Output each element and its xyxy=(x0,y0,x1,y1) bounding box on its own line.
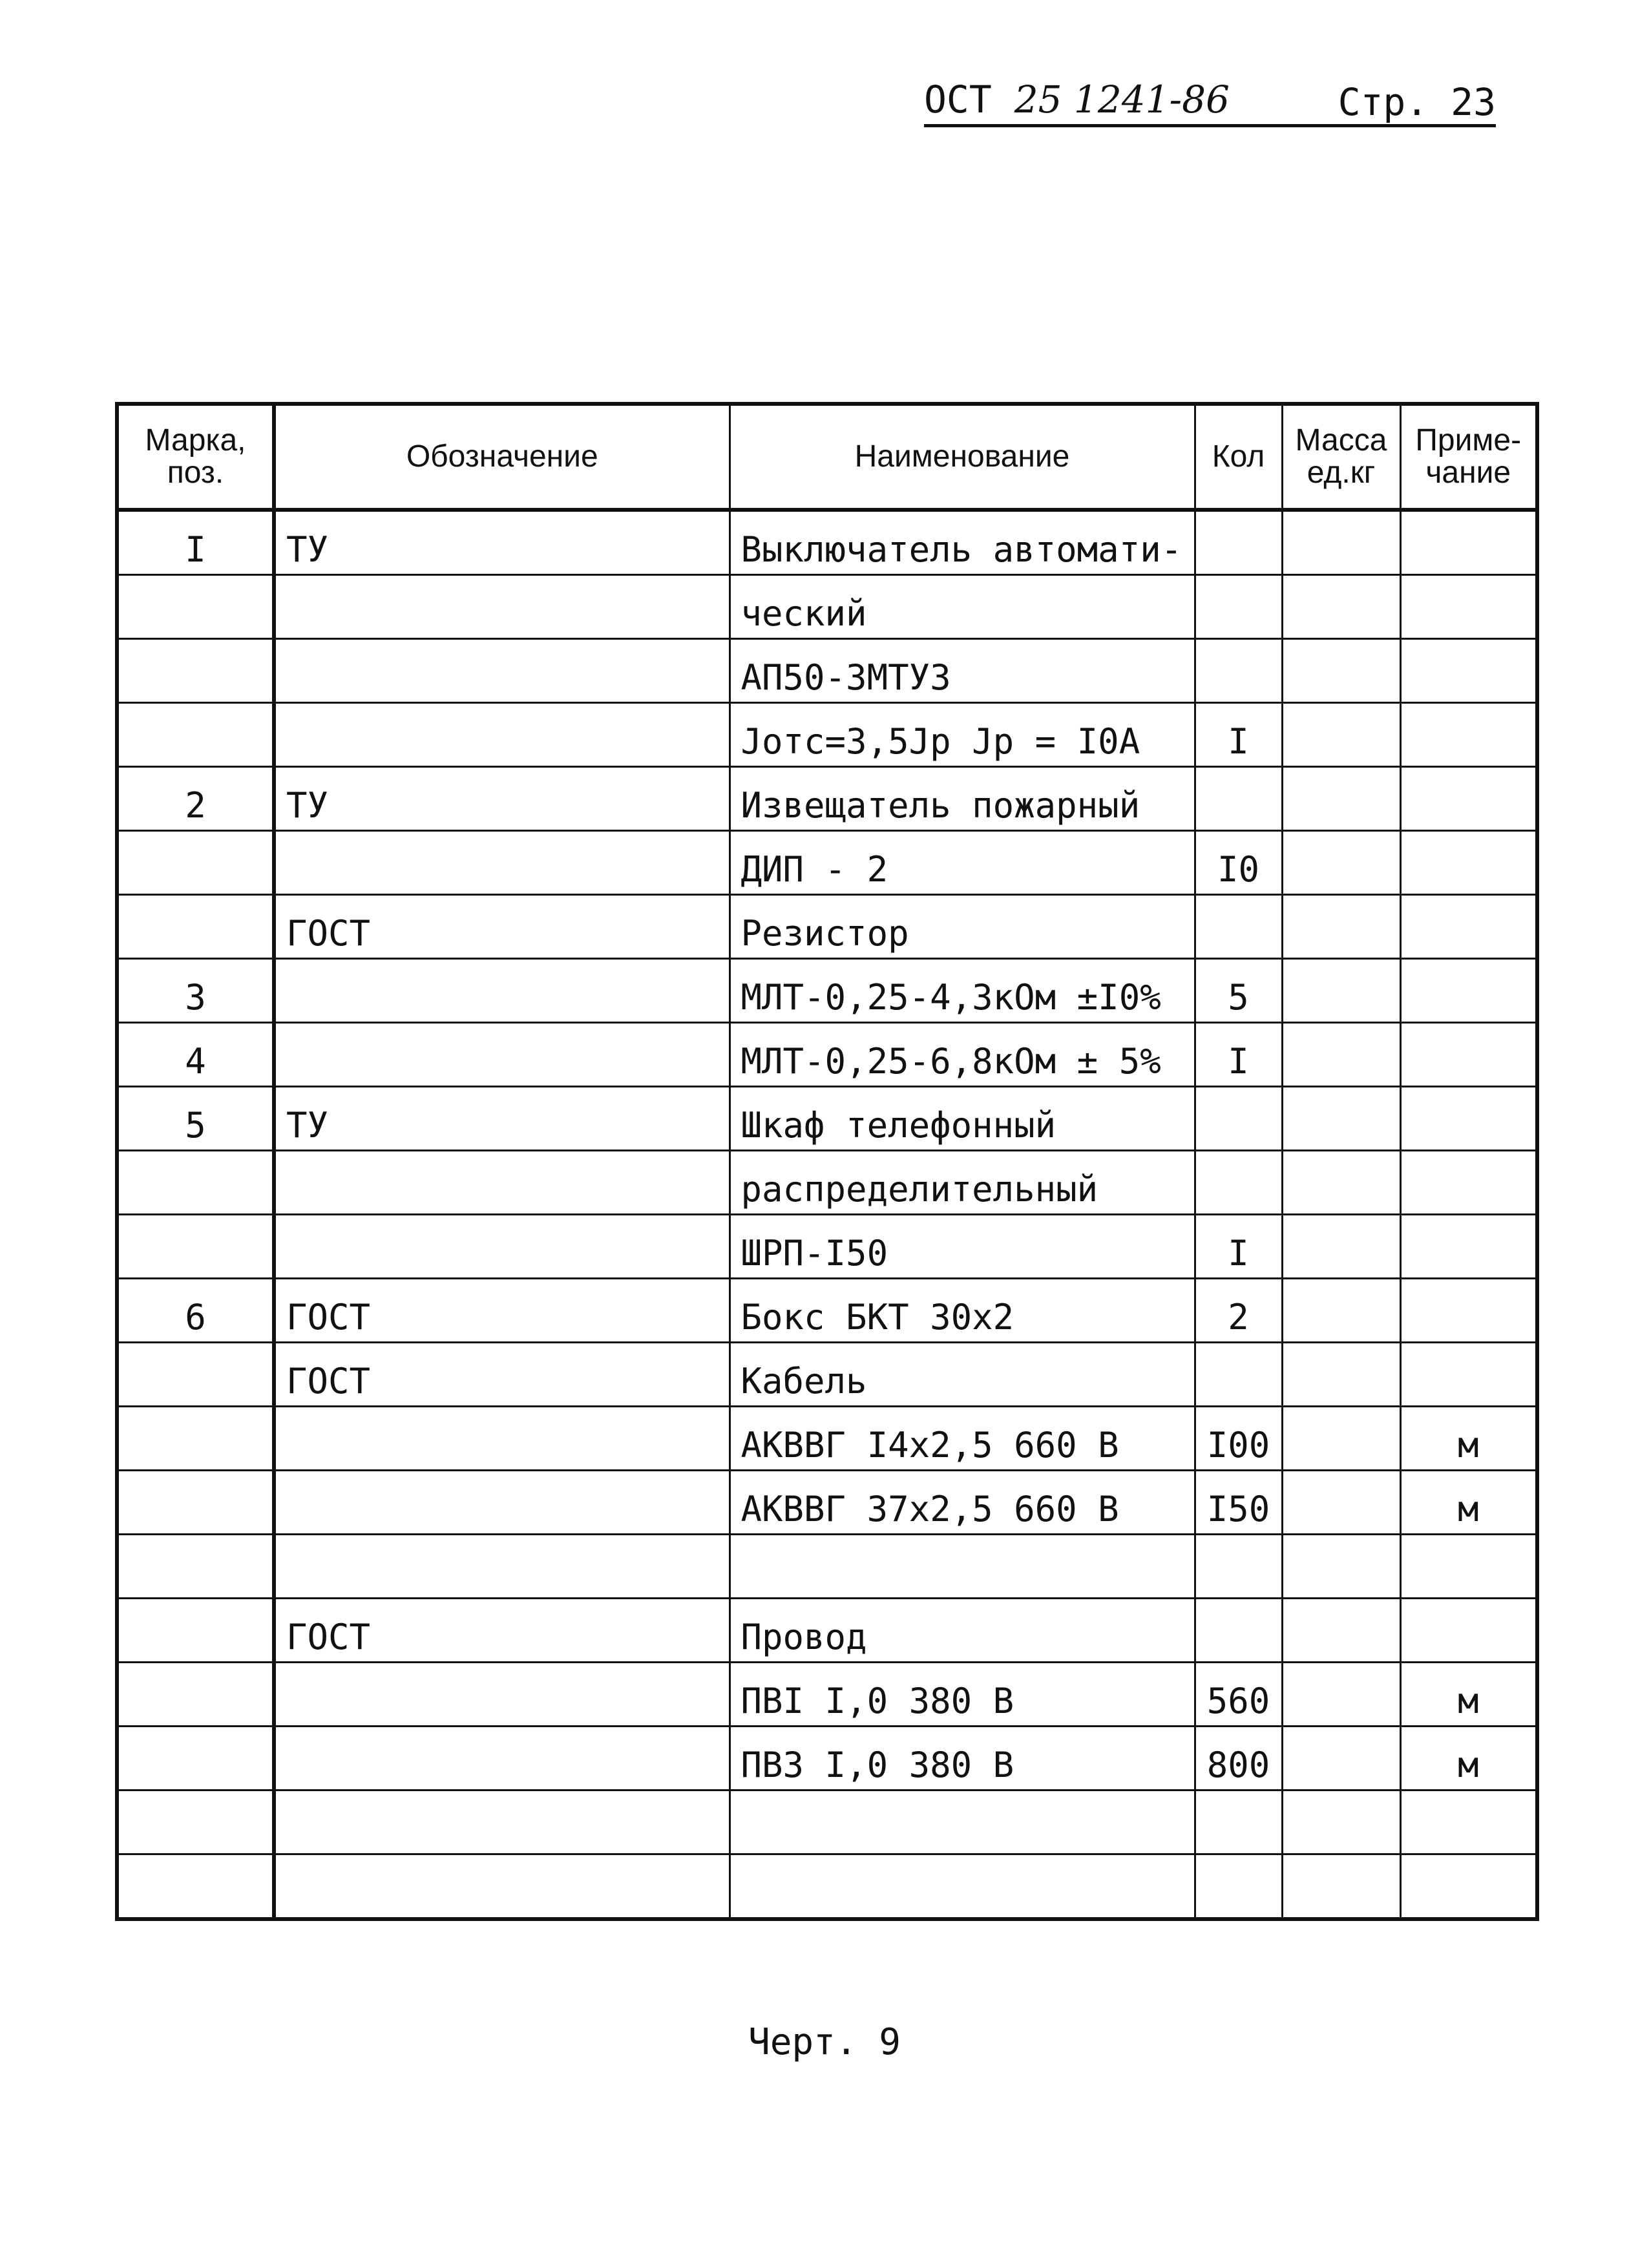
cell-mass xyxy=(1282,1663,1400,1727)
table-row xyxy=(117,1727,1537,1790)
table-row xyxy=(117,1663,1537,1727)
cell-designation xyxy=(274,1535,730,1599)
cell-name: Резистор xyxy=(730,895,1195,959)
cell-mark: 5 xyxy=(117,1087,274,1151)
document-code xyxy=(924,78,1230,121)
table-row xyxy=(117,639,1537,703)
cell-mass xyxy=(1282,1727,1400,1790)
cell-qty xyxy=(1195,1087,1282,1151)
cell-note xyxy=(1400,895,1537,959)
document-code-number: 25 1241-86 xyxy=(1014,78,1230,121)
cell-qty: 800 xyxy=(1195,1727,1282,1790)
cell-mark xyxy=(117,1471,274,1535)
cell-designation xyxy=(274,639,730,703)
cell-name: Провод xyxy=(730,1599,1195,1663)
cell-note xyxy=(1400,639,1537,703)
cell-mark xyxy=(117,895,274,959)
cell-qty: 560 xyxy=(1195,1663,1282,1727)
cell-mark: 6 xyxy=(117,1279,274,1343)
cell-mass xyxy=(1282,767,1400,831)
cell-mass xyxy=(1282,1599,1400,1663)
cell-mass xyxy=(1282,1471,1400,1535)
table-row xyxy=(117,510,1537,575)
cell-designation xyxy=(274,1727,730,1790)
cell-mark xyxy=(117,1151,274,1215)
cell-mark xyxy=(117,1535,274,1599)
cell-designation: ГОСТ xyxy=(274,1279,730,1343)
cell-qty xyxy=(1195,1790,1282,1854)
table-body xyxy=(117,510,1537,1919)
cell-name: ДИП - 2 xyxy=(730,831,1195,895)
cell-mass xyxy=(1282,1343,1400,1407)
cell-note xyxy=(1400,1599,1537,1663)
cell-qty xyxy=(1195,1535,1282,1599)
cell-designation xyxy=(274,831,730,895)
cell-mark: 3 xyxy=(117,959,274,1023)
cell-designation xyxy=(274,703,730,767)
cell-name: АКВВГ 37х2,5 660 В xyxy=(730,1471,1195,1535)
cell-note xyxy=(1400,1215,1537,1279)
table-row xyxy=(117,1790,1537,1854)
cell-qty: I xyxy=(1195,1023,1282,1087)
cell-name: Извещатель пожарный xyxy=(730,767,1195,831)
cell-name: Шкаф телефонный xyxy=(730,1087,1195,1151)
table-row xyxy=(117,1215,1537,1279)
cell-mass xyxy=(1282,575,1400,639)
header-note: Приме- чание xyxy=(1400,404,1537,510)
cell-designation xyxy=(274,1790,730,1854)
cell-name: ПВ3 I,0 380 В xyxy=(730,1727,1195,1790)
cell-mass xyxy=(1282,1790,1400,1854)
cell-note xyxy=(1400,1790,1537,1854)
cell-designation xyxy=(274,575,730,639)
cell-designation xyxy=(274,1471,730,1535)
cell-name: ШРП-I50 xyxy=(730,1215,1195,1279)
cell-name xyxy=(730,1535,1195,1599)
cell-mark xyxy=(117,703,274,767)
cell-designation: ТУ xyxy=(274,767,730,831)
cell-qty xyxy=(1195,895,1282,959)
cell-qty: I0 xyxy=(1195,831,1282,895)
cell-mark xyxy=(117,1854,274,1920)
cell-mass xyxy=(1282,1854,1400,1920)
cell-note xyxy=(1400,1535,1537,1599)
cell-mark: 4 xyxy=(117,1023,274,1087)
cell-name: ПВI I,0 380 В xyxy=(730,1663,1195,1727)
cell-designation xyxy=(274,1854,730,1920)
table-row xyxy=(117,1599,1537,1663)
cell-name xyxy=(730,1790,1195,1854)
cell-qty xyxy=(1195,575,1282,639)
cell-mark xyxy=(117,1407,274,1471)
cell-qty xyxy=(1195,639,1282,703)
cell-qty xyxy=(1195,510,1282,575)
document-header xyxy=(924,72,1496,127)
cell-mark xyxy=(117,831,274,895)
cell-qty xyxy=(1195,1599,1282,1663)
cell-mass xyxy=(1282,895,1400,959)
cell-designation: ГОСТ xyxy=(274,895,730,959)
cell-mass xyxy=(1282,1215,1400,1279)
cell-name: Выключатель автомати- xyxy=(730,510,1195,575)
cell-note xyxy=(1400,959,1537,1023)
cell-designation xyxy=(274,1215,730,1279)
cell-name: ческий xyxy=(730,575,1195,639)
cell-mark xyxy=(117,1215,274,1279)
cell-qty: 2 xyxy=(1195,1279,1282,1343)
table-row xyxy=(117,1087,1537,1151)
header-name: Наименование xyxy=(730,404,1195,510)
page-number: Стр. 23 xyxy=(1338,80,1496,124)
cell-note xyxy=(1400,1023,1537,1087)
cell-mass xyxy=(1282,1023,1400,1087)
cell-note xyxy=(1400,1151,1537,1215)
cell-note xyxy=(1400,510,1537,575)
cell-name: Кабель xyxy=(730,1343,1195,1407)
cell-name: распределительный xyxy=(730,1151,1195,1215)
cell-mark xyxy=(117,575,274,639)
cell-name: АП50-3МТУ3 xyxy=(730,639,1195,703)
cell-note xyxy=(1400,1343,1537,1407)
table-row xyxy=(117,895,1537,959)
cell-mass xyxy=(1282,510,1400,575)
cell-designation xyxy=(274,1407,730,1471)
cell-qty: I xyxy=(1195,1215,1282,1279)
cell-note xyxy=(1400,1279,1537,1343)
cell-mass xyxy=(1282,1151,1400,1215)
cell-mark xyxy=(117,1727,274,1790)
cell-name: Бокс БКТ 30х2 xyxy=(730,1279,1195,1343)
table-row xyxy=(117,1343,1537,1407)
table-row xyxy=(117,1535,1537,1599)
document-code-prefix: ОСТ xyxy=(924,78,992,121)
cell-mark xyxy=(117,1663,274,1727)
cell-name: МЛТ-0,25-4,3кОм ±I0% xyxy=(730,959,1195,1023)
cell-designation xyxy=(274,1023,730,1087)
table-row xyxy=(117,959,1537,1023)
table-header-row xyxy=(117,404,1537,510)
cell-mark xyxy=(117,1790,274,1854)
cell-mark xyxy=(117,639,274,703)
header-mark: Марка, поз. xyxy=(117,404,274,510)
cell-note: м xyxy=(1400,1663,1537,1727)
cell-qty: I00 xyxy=(1195,1407,1282,1471)
specification-table xyxy=(115,402,1539,1921)
cell-name: Jотс=3,5Jр Jр = I0A xyxy=(730,703,1195,767)
header-designation: Обозначение xyxy=(274,404,730,510)
cell-name xyxy=(730,1854,1195,1920)
cell-qty: I xyxy=(1195,703,1282,767)
cell-note: м xyxy=(1400,1727,1537,1790)
cell-qty xyxy=(1195,1151,1282,1215)
table-row xyxy=(117,1471,1537,1535)
cell-designation xyxy=(274,959,730,1023)
cell-note xyxy=(1400,831,1537,895)
cell-name: МЛТ-0,25-6,8кОм ± 5% xyxy=(730,1023,1195,1087)
cell-qty: I50 xyxy=(1195,1471,1282,1535)
cell-designation xyxy=(274,1663,730,1727)
cell-note xyxy=(1400,1854,1537,1920)
cell-note xyxy=(1400,575,1537,639)
table-row xyxy=(117,1023,1537,1087)
table-row xyxy=(117,767,1537,831)
cell-note: м xyxy=(1400,1471,1537,1535)
cell-mass xyxy=(1282,1279,1400,1343)
table-row xyxy=(117,1854,1537,1920)
cell-note xyxy=(1400,767,1537,831)
cell-mass xyxy=(1282,639,1400,703)
cell-mark xyxy=(117,1343,274,1407)
cell-qty: 5 xyxy=(1195,959,1282,1023)
cell-mass xyxy=(1282,831,1400,895)
table-row xyxy=(117,703,1537,767)
cell-mass xyxy=(1282,1535,1400,1599)
cell-name: АКВВГ I4х2,5 660 В xyxy=(730,1407,1195,1471)
cell-mass xyxy=(1282,1087,1400,1151)
cell-qty xyxy=(1195,1854,1282,1920)
cell-mass xyxy=(1282,703,1400,767)
cell-mass xyxy=(1282,1407,1400,1471)
header-mass: Масса ед.кг xyxy=(1282,404,1400,510)
cell-note: м xyxy=(1400,1407,1537,1471)
cell-mark: 2 xyxy=(117,767,274,831)
table-row xyxy=(117,575,1537,639)
cell-mass xyxy=(1282,959,1400,1023)
cell-designation: ГОСТ xyxy=(274,1599,730,1663)
cell-note xyxy=(1400,703,1537,767)
table-row xyxy=(117,1407,1537,1471)
cell-designation: ТУ xyxy=(274,510,730,575)
cell-designation: ТУ xyxy=(274,1087,730,1151)
table-row xyxy=(117,831,1537,895)
figure-caption: Черт. 9 xyxy=(748,2021,901,2063)
cell-mark xyxy=(117,1599,274,1663)
cell-note xyxy=(1400,1087,1537,1151)
header-qty: Кол xyxy=(1195,404,1282,510)
table-row xyxy=(117,1279,1537,1343)
cell-qty xyxy=(1195,767,1282,831)
cell-designation: ГОСТ xyxy=(274,1343,730,1407)
cell-qty xyxy=(1195,1343,1282,1407)
cell-mark: I xyxy=(117,510,274,575)
table-row xyxy=(117,1151,1537,1215)
cell-designation xyxy=(274,1151,730,1215)
